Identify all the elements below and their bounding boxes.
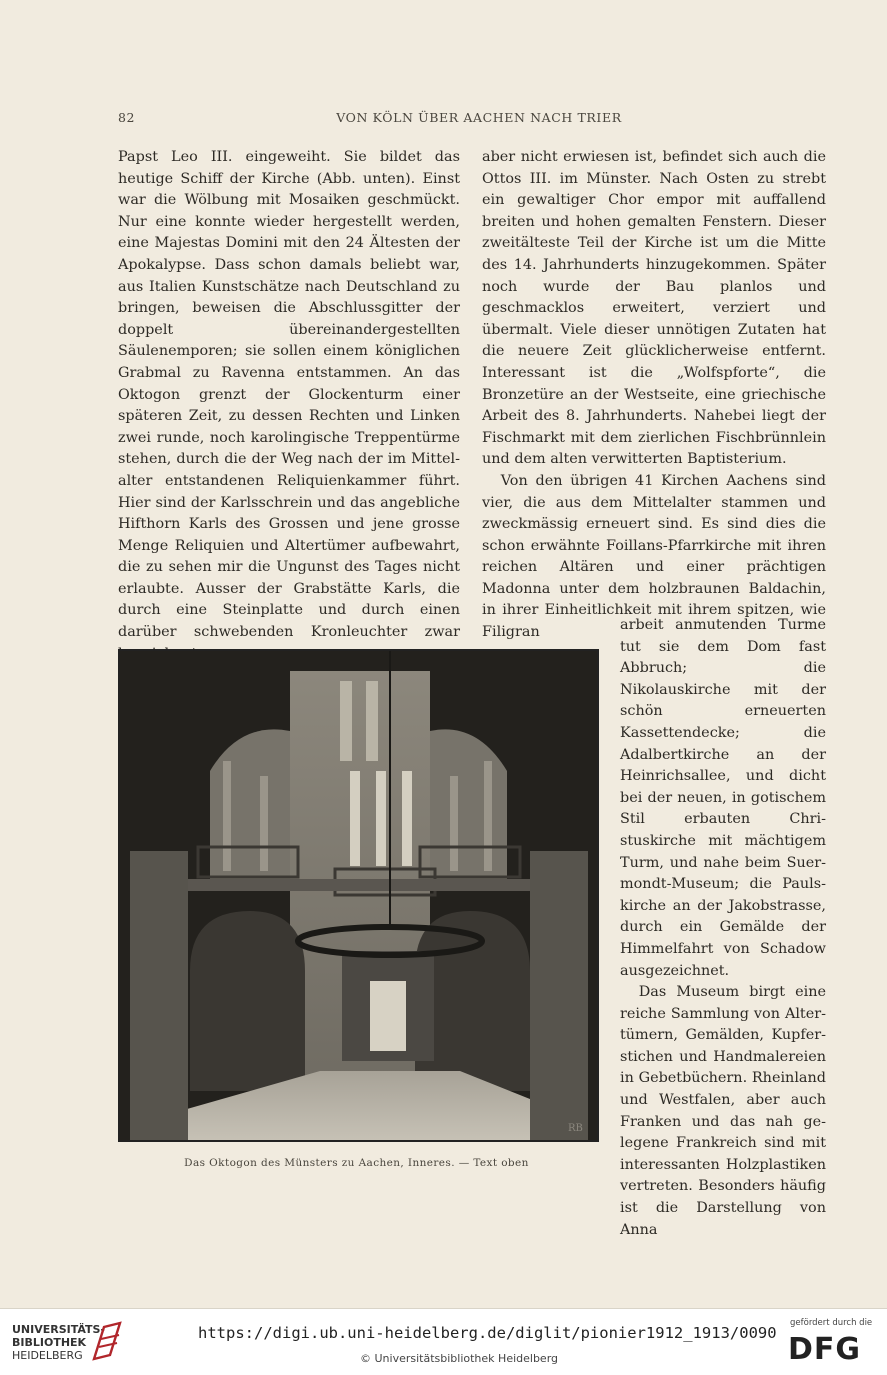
library-name-line-2: BIBLIOTHEK [12, 1336, 87, 1349]
right-paragraph-2: Von den übrigen 41 Kirchen Aachens sind vier, die aus dem Mittelalter stammen und zweckmässig erneuert sind. Es sind dies die schon erwähnte Foillans-Pfarrkirche mit ihren reichen Altären und einer prächtigen Madonna unter dem holzbraunen Baldachin, in ihrer Einheitlichkeit mit ihrem spitzen, wie Filigran [482, 472, 826, 641]
footer-bar [0, 1308, 887, 1375]
photographer-monogram: RB [568, 1123, 583, 1134]
page-url-link[interactable]: https://digi.ub.uni-heidelberg.de/diglit/pionier1912_1913/0090 [198, 1324, 777, 1342]
page-number: 82 [118, 110, 136, 125]
left-text-column [118, 147, 460, 665]
right-text-column [482, 147, 826, 644]
right-paragraph-2-continued: arbeit anmutenden Turme tut sie dem Dom fast Abbruch; die Nikolauskirche mit der schön erneuerten Kassettendecke; die Adalbertkirche an der Heinrichsallee, und dicht bei der neuen, in gotischem Stil erbauten Christuskirche mit mächtigem Turm, und nahe beim Suermondt-Museum; die Paulskirche an der Jakobstrasse, durch ein Gemälde der Himmelfahrt von Schadow ausgezeichnet. [620, 617, 826, 979]
right-paragraph-3: Das Museum birgt eine reiche Sammlung von Altertümern, Gemälden, Kupferstichen und Handmalereien in Gebetbüchern. Rheinland und Westfalen, aber auch Franken und das nah gelegene Frankreich sind mit interessanten Holzplastiken vertreten. Besonders häufig ist die Darstellung von Anna [620, 984, 826, 1238]
page-header [118, 110, 826, 130]
copyright-notice: © Universitätsbibliothek Heidelberg [360, 1352, 559, 1365]
library-name-line-3: HEIDELBERG [12, 1349, 83, 1362]
library-name-line-1: UNIVERSITÄTS- [12, 1323, 106, 1336]
octagon-interior-illustration [120, 651, 597, 1140]
dfg-logo[interactable]: DFG [788, 1332, 862, 1367]
octagon-photograph [118, 649, 599, 1142]
university-seal-icon [90, 1321, 124, 1363]
funding-note: gefördert durch die [790, 1318, 873, 1328]
figure-caption: Das Oktogon des Münsters zu Aachen, Inneres. — Text oben [184, 1157, 529, 1169]
right-narrow-column [620, 615, 826, 1241]
running-title: VON KÖLN ÜBER AACHEN NACH TRIER [336, 110, 622, 125]
right-paragraph-1: aber nicht erwiesen ist, befindet sich auch die Ottos III. im Münster. Nach Osten zu strebt ein gewaltiger Chor empor mit auffallend breiten und hohen gemalten Fenstern. Dieser zweitälteste Teil der Kirche ist um die Mitte des 14. Jahrhunderts hinzugekommen. Später noch wurde der Bau planlos und geschmacklos erweitert, verziert und übermalt. Viele dieser unnötigen Zutaten hat die neuere Zeit glücklicherweise entfernt. Interessant ist die „Wolfspforte“, die Bronzetüre an der Westseite, eine griechische Arbeit des 8. Jahrhunderts. Nahebei liegt der Fischmarkt mit dem zierlichen Fischbrünnlein und dem alten verwitterten Baptisterium. [482, 149, 826, 468]
left-paragraph: Papst Leo III. eingeweiht. Sie bildet das heutige Schiff der Kirche (Abb. unten). Einst war die Wölbung mit Mosaiken geschmückt. Nur eine konnte wieder hergestellt werden, eine Majestas Domini mit den 24 Ältesten der Apokalypse. Dass schon damals beliebt war, aus Italien Kunstschätze nach Deutschland zu bringen, beweisen die Abschlussgitter der doppelt übereinandergestellten Säulenemporen; sie sollen einem königlichen Grabmal zu Ravenna entstammen. An das Oktogon grenzt der Glockenturm einer späteren Zeit, zu dessen Rechten und Linken zwei runde, noch karolingische Treppentürme stehen, durch die der Weg nach der im Mittelalter entstandenen Reliquienkammer führt. Hier sind der Karlsschrein und das angebliche Hifthorn Karls des Grossen und jene grosse Menge Reliquien und Altertümer aufbewahrt, die zu sehen mir die Ungunst des Tages nicht erlaubte. Ausser der Grabstätte Karls, die durch eine Steinplatte und durch einen darüber schwebenden Kronleuchter zwar [118, 149, 460, 641]
